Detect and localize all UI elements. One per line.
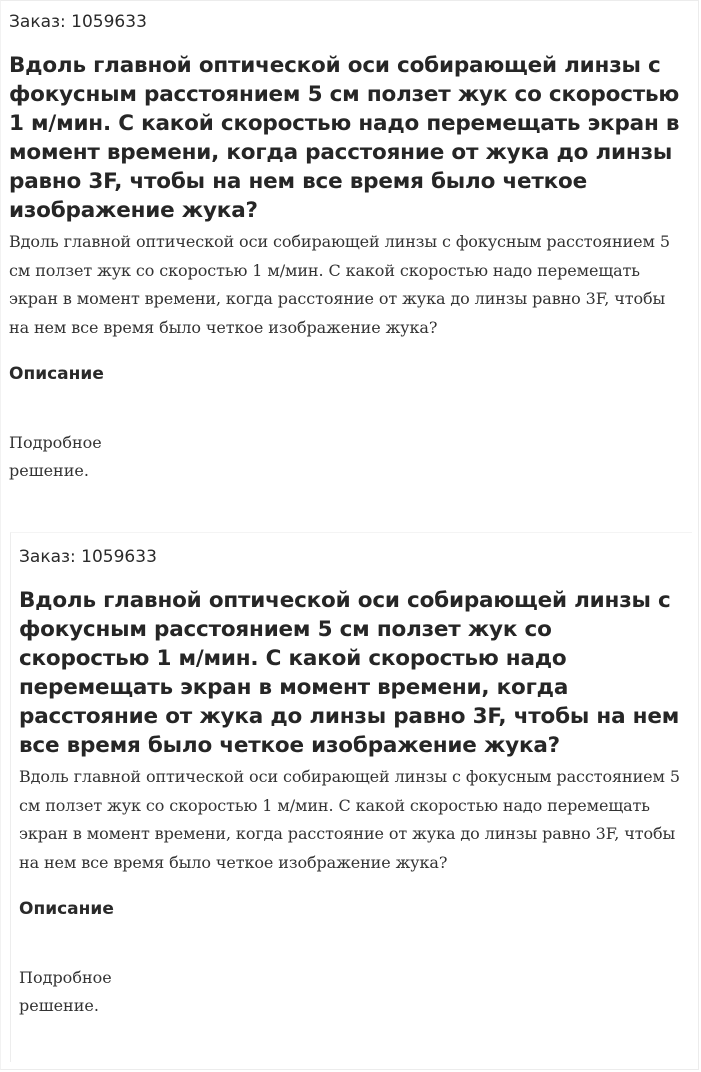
description-text: Подробное решение. [9,433,102,481]
description-heading: Описание [9,364,104,385]
problem-title: Вдоль главной оптической оси собирающей линзы с фокусным расстоянием 5 см ползет жук со скоростью 1 м/мин. С какой скоростью надо перемещать экран в момент времени, когда расстояние от жука до линзы равно 3F, чтобы на нем все время было четкое изображение жука? [19,588,680,758]
problem-text: Вдоль главной оптической оси собирающей линзы с фокусным расстоянием 5 см ползет жук со скоростью 1 м/мин. С какой скоростью надо перемещать экран в момент времени, когда расстояние от жука до линзы равно 3F, чтобы на нем все время было четкое изображение жука? [19,767,680,872]
description-text: Подробное решение. [19,968,112,1016]
order-card-1 [0,0,701,485]
order-number: Заказ: 1059633 [19,547,157,567]
description-heading: Описание [19,899,114,920]
order-number: Заказ: 1059633 [9,12,147,32]
problem-title: Вдоль главной оптической оси собирающей линзы с фокусным расстоянием 5 см ползет жук со скоростью 1 м/мин. С какой скоростью надо перемещать экран в момент времени, когда расстояние от жука до линзы равно 3F, чтобы на нем все время было четкое изображение жука? [9,53,680,223]
order-card-2 [10,532,692,1062]
problem-text: Вдоль главной оптической оси собирающей линзы с фокусным расстоянием 5 см ползет жук со скоростью 1 м/мин. С какой скоростью надо перемещать экран в момент времени, когда расстояние от жука до линзы равно 3F, чтобы на нем все время было четкое изображение жука? [9,232,670,337]
